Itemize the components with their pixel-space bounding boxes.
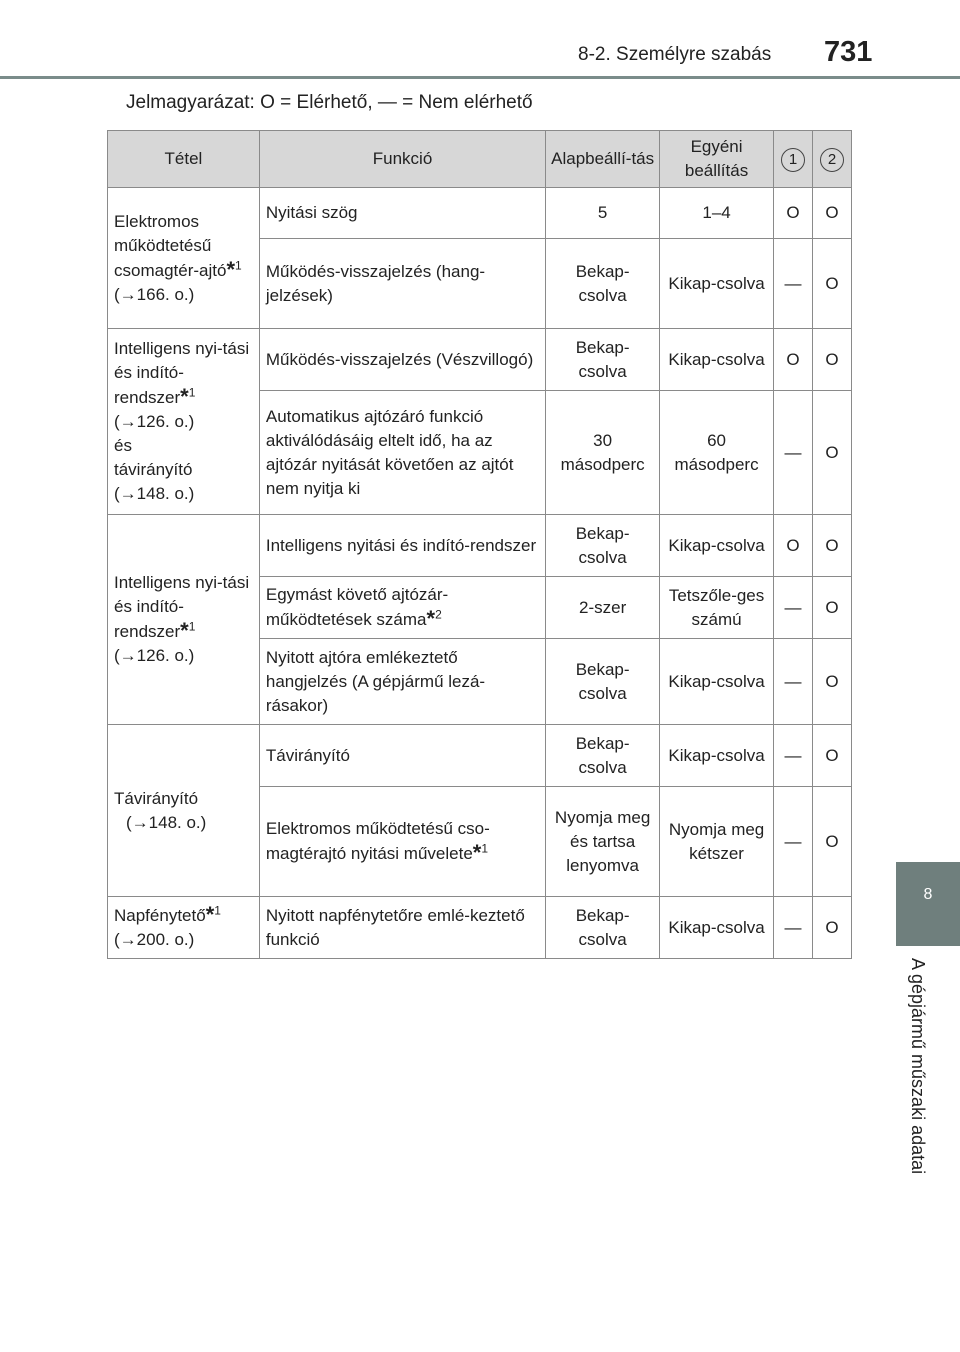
default-cell: Bekap-csolva: [546, 515, 660, 577]
note-number: 2: [435, 607, 442, 622]
col2-cell: O: [812, 897, 851, 959]
note-star: *: [426, 606, 436, 631]
item-cell: [108, 725, 260, 897]
page-reference: (→126. o.): [114, 412, 195, 431]
col1-cell: —: [774, 639, 813, 725]
default-cell: Bekap-csolva: [546, 239, 660, 329]
item-name: Távirányító: [114, 788, 199, 808]
table-row: [108, 897, 852, 959]
table-row: [108, 515, 852, 577]
function-cell: [259, 577, 545, 639]
function-cell: Működés-visszajelzés (hang-jelzések): [259, 239, 545, 329]
custom-cell: Nyomja meg kétszer: [660, 787, 774, 897]
note-number: 1: [235, 257, 242, 272]
function-text: Egymást követő ajtózár-működtetések száma: [265, 585, 449, 629]
custom-cell: Kikap-csolva: [660, 515, 774, 577]
function-cell: Nyitott napfénytetőre emlé-keztető funkció: [259, 897, 545, 959]
col1-cell: —: [774, 239, 813, 329]
header-function: Funkció: [259, 131, 545, 188]
page-reference: (→148. o.): [126, 812, 207, 832]
col2-cell: O: [812, 639, 851, 725]
col1-cell: —: [774, 391, 813, 515]
default-cell: Bekap-csolva: [546, 897, 660, 959]
default-cell: Bekap-csolva: [546, 639, 660, 725]
function-cell: [259, 787, 545, 897]
item-name: Intelligens nyi-tási és indító-rendszer: [114, 339, 250, 407]
custom-cell: Kikap-csolva: [660, 639, 774, 725]
header-col2: [812, 131, 851, 188]
page-reference: (→148. o.): [114, 484, 195, 503]
col2-cell: O: [812, 515, 851, 577]
col2-cell: O: [812, 725, 851, 787]
default-cell: 2-szer: [546, 577, 660, 639]
function-cell: Nyitási szög: [259, 188, 545, 239]
page-number: 731: [824, 36, 873, 68]
note-star: *: [180, 618, 189, 643]
default-cell: Nyomja meg és tartsa lenyomva: [546, 787, 660, 897]
header-custom: Egyéni beállítás: [660, 131, 774, 188]
custom-cell: 60 másodperc: [660, 391, 774, 515]
page-reference: (→126. o.): [114, 646, 195, 665]
col2-cell: O: [812, 329, 851, 391]
default-cell: 30 másodperc: [546, 391, 660, 515]
col2-cell: O: [812, 188, 851, 239]
note-star: *: [226, 256, 235, 282]
custom-cell: Tetszőle-ges számú: [660, 577, 774, 639]
col2-cell: O: [812, 787, 851, 897]
custom-cell: Kikap-csolva: [660, 897, 774, 959]
function-cell: Nyitott ajtóra emlékeztető hangjelzés (A gépjármű lezá-rásakor): [259, 639, 545, 725]
function-cell: Intelligens nyitási és indító-rendszer: [259, 515, 545, 577]
chapter-number: 8: [923, 886, 933, 903]
default-cell: Bekap-csolva: [546, 329, 660, 391]
circled-one: 1: [781, 148, 805, 172]
circled-two: 2: [820, 148, 844, 172]
header-col1: [774, 131, 813, 188]
customization-table: [107, 130, 852, 959]
item-cell: [108, 188, 260, 329]
header-divider: [0, 76, 960, 79]
custom-cell: Kikap-csolva: [660, 725, 774, 787]
function-cell: Automatikus ajtózáró funkció aktiválódásáig eltelt idő, ha az ajtózár nyitását követően az ajtót nem nyitja ki: [259, 391, 545, 515]
item-cell: [108, 515, 260, 725]
default-cell: 5: [546, 188, 660, 239]
table-header-row: [108, 131, 852, 188]
col2-cell: O: [812, 391, 851, 515]
col1-cell: —: [774, 725, 813, 787]
note-number: 1: [188, 385, 196, 400]
table-row: [108, 725, 852, 787]
legend-text: Jelmagyarázat: O = Elérhető, — = Nem elérhető: [126, 92, 533, 113]
page-reference: (→200. o.): [114, 930, 195, 949]
header-default: Alapbeállí-tás: [546, 131, 660, 188]
conjunction: és: [114, 436, 132, 455]
item-cell: [108, 897, 260, 959]
section-title: 8-2. Személyre szabás: [578, 44, 772, 65]
col2-cell: O: [812, 239, 851, 329]
table-row: [108, 188, 852, 239]
header-item: Tétel: [108, 131, 260, 188]
custom-cell: Kikap-csolva: [660, 329, 774, 391]
note-star: *: [472, 840, 482, 865]
col2-cell: O: [812, 577, 851, 639]
function-cell: Távirányító: [259, 725, 545, 787]
item-cell: [108, 329, 260, 515]
col1-cell: O: [774, 515, 813, 577]
note-star: *: [180, 384, 189, 409]
chapter-tab: [896, 862, 960, 946]
chapter-title: A gépjármű műszaki adatai: [908, 958, 928, 1175]
function-text: Elektromos működtetésű cso-magtérajtó nyitási művelete: [265, 819, 490, 863]
default-cell: Bekap-csolva: [546, 725, 660, 787]
item-name: Napfénytető: [114, 906, 206, 925]
note-number: 1: [481, 841, 489, 856]
function-cell: Működés-visszajelzés (Vészvillogó): [259, 329, 545, 391]
custom-cell: 1–4: [660, 188, 774, 239]
note-number: 1: [188, 619, 196, 634]
col1-cell: —: [774, 897, 813, 959]
item-name: Intelligens nyi-tási és indító-rendszer: [114, 573, 250, 641]
col1-cell: O: [774, 329, 813, 391]
item-name-remote: távirányító: [114, 460, 193, 479]
note-star: *: [205, 902, 215, 927]
col1-cell: —: [774, 787, 813, 897]
col1-cell: O: [774, 188, 813, 239]
page-reference: (→166. o.): [114, 284, 195, 304]
custom-cell: Kikap-csolva: [660, 239, 774, 329]
item-name: Elektromos működtetésű csomagtér-ajtó: [114, 211, 227, 280]
note-number: 1: [214, 903, 221, 918]
col1-cell: —: [774, 577, 813, 639]
table-row: [108, 329, 852, 391]
